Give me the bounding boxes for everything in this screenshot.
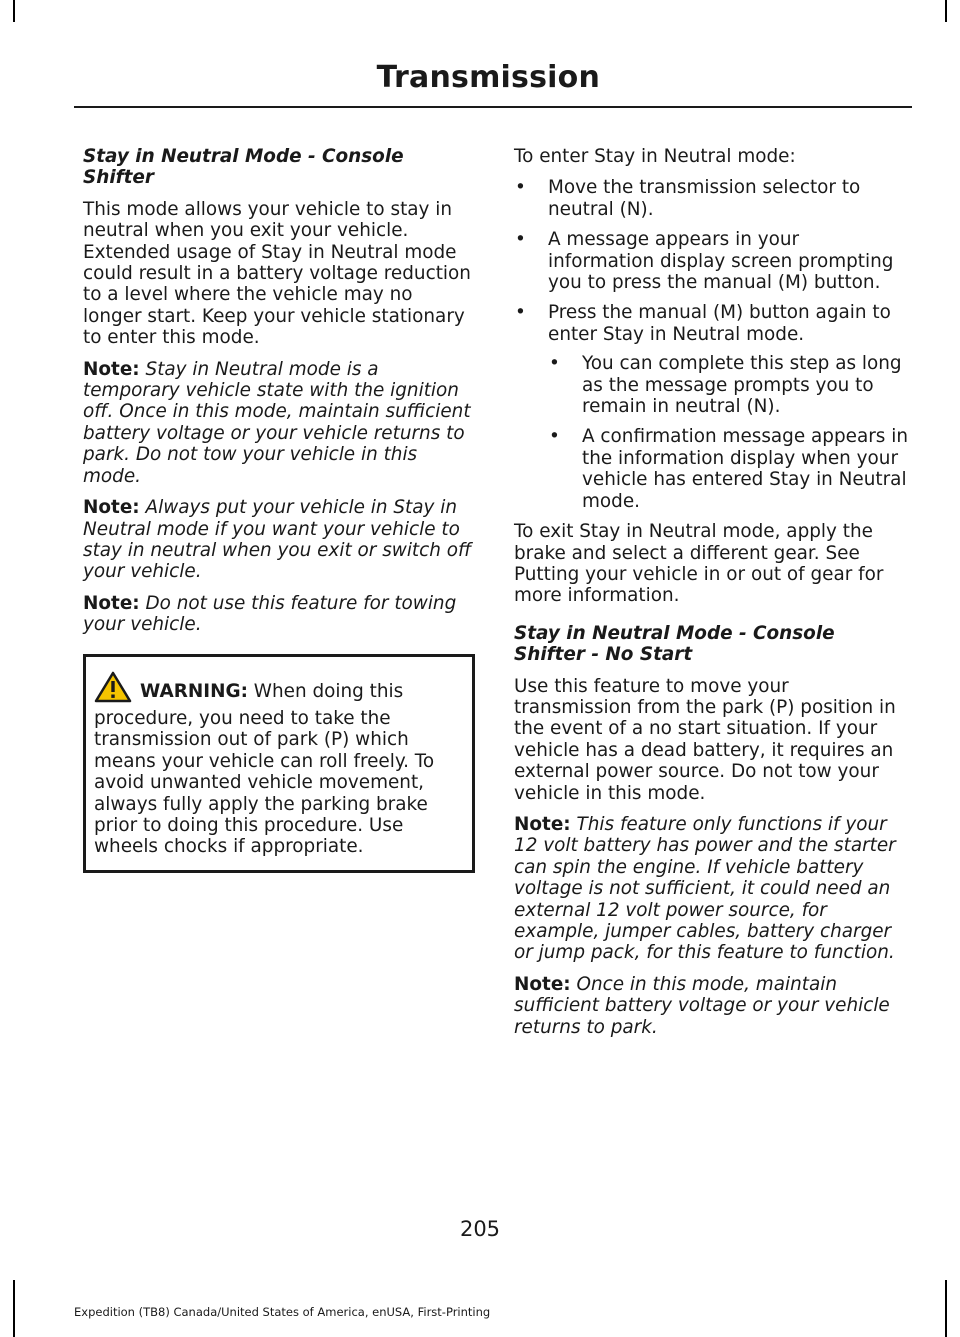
page-title: Transmission: [376, 60, 600, 95]
exit-paragraph: To exit Stay in Neutral mode, apply the brake and select a different gear. See Putting your vehicle in or out of gear for more information.: [514, 521, 884, 607]
note-label: Note:: [83, 497, 140, 519]
note-label: Note:: [83, 592, 140, 614]
warning-text: When doing this procedure, you need to take the transmission out of park (P) which means your vehicle can roll freely. To avoid unwanted vehicle movement, always fully apply the parking brake prior to doing this procedure. Use wheels chocks if appropriate.: [94, 680, 435, 858]
note-label: Note:: [83, 358, 140, 380]
note-text: Always put your vehicle in Stay in Neutral mode if you want your vehicle to stay in neutral when you exit or switch off your vehicle.: [83, 497, 472, 583]
list-item-text: Press the manual (M) button again to enter Stay in Neutral mode.: [548, 302, 891, 345]
note-label: Note:: [514, 973, 571, 995]
enter-intro: To enter Stay in Neutral mode:: [514, 146, 796, 167]
note-label: Note:: [514, 813, 571, 835]
list-item: • You can complete this step as long as the message prompts you to remain in neutral (N).: [548, 353, 908, 417]
crop-mark: [945, 0, 947, 22]
note: [83, 593, 475, 636]
list-item: • Move the transmission selector to neutral (N).: [514, 177, 908, 220]
header-divider: [74, 106, 912, 108]
page-number: 205: [459, 1217, 501, 1241]
note: [514, 814, 908, 964]
note: [83, 497, 475, 583]
warning-triangle-icon: [94, 671, 132, 708]
section-heading: Stay in Neutral Mode - Console Shifter: [83, 146, 404, 189]
no-start-paragraph: Use this feature to move your transmission from the park (P) position in the event of a no start situation. If your vehicle has a dead battery, it requires an external power source. Do not tow your vehicle in this mode.: [514, 675, 896, 804]
note-text: Stay in Neutral mode is a temporary vehicle state with the ignition off. Once in this mode, maintain sufficient battery voltage or your vehicle returns to park. Do not tow your vehicle in this mode.: [83, 358, 471, 487]
list-item: • A message appears in your information display screen prompting you to press the manual (M) button.: [514, 229, 908, 293]
substeps-list: [548, 353, 908, 512]
section-heading: Stay in Neutral Mode - Console Shifter - No Start: [514, 622, 835, 666]
steps-list: [514, 177, 908, 512]
footer-edition: Expedition (TB8) Canada/United States of America, enUSA, First-Printing: [74, 1305, 491, 1319]
left-column: [83, 146, 475, 873]
note: [514, 974, 908, 1038]
note-text: This feature only functions if your 12 volt battery has power and the starter can spin the engine. If vehicle battery voltage is not sufficient, it could need an external 12 volt power source, for example, jumper cables, battery charger or jump pack, for this feature to function.: [514, 813, 896, 964]
warning-label: WARNING:: [140, 680, 248, 702]
note: [83, 359, 475, 487]
crop-mark: [13, 1280, 15, 1337]
list-item: [514, 302, 908, 512]
list-item: • A confirmation message appears in the information display when your vehicle has entered Stay in Neutral mode.: [548, 426, 908, 512]
right-column: [514, 146, 908, 1048]
warning-box: [83, 654, 475, 873]
crop-mark: [13, 0, 15, 22]
note-text: Once in this mode, maintain sufficient battery voltage or your vehicle returns to park.: [514, 973, 890, 1038]
crop-mark: [945, 1280, 947, 1337]
intro-paragraph: This mode allows your vehicle to stay in neutral when you exit your vehicle. Extended usage of Stay in Neutral mode could result in a battery voltage reduction to a level where the vehicle may no longer start. Keep your vehicle stationary to enter this mode.: [83, 198, 471, 349]
note-text: Do not use this feature for towing your vehicle.: [83, 592, 457, 636]
